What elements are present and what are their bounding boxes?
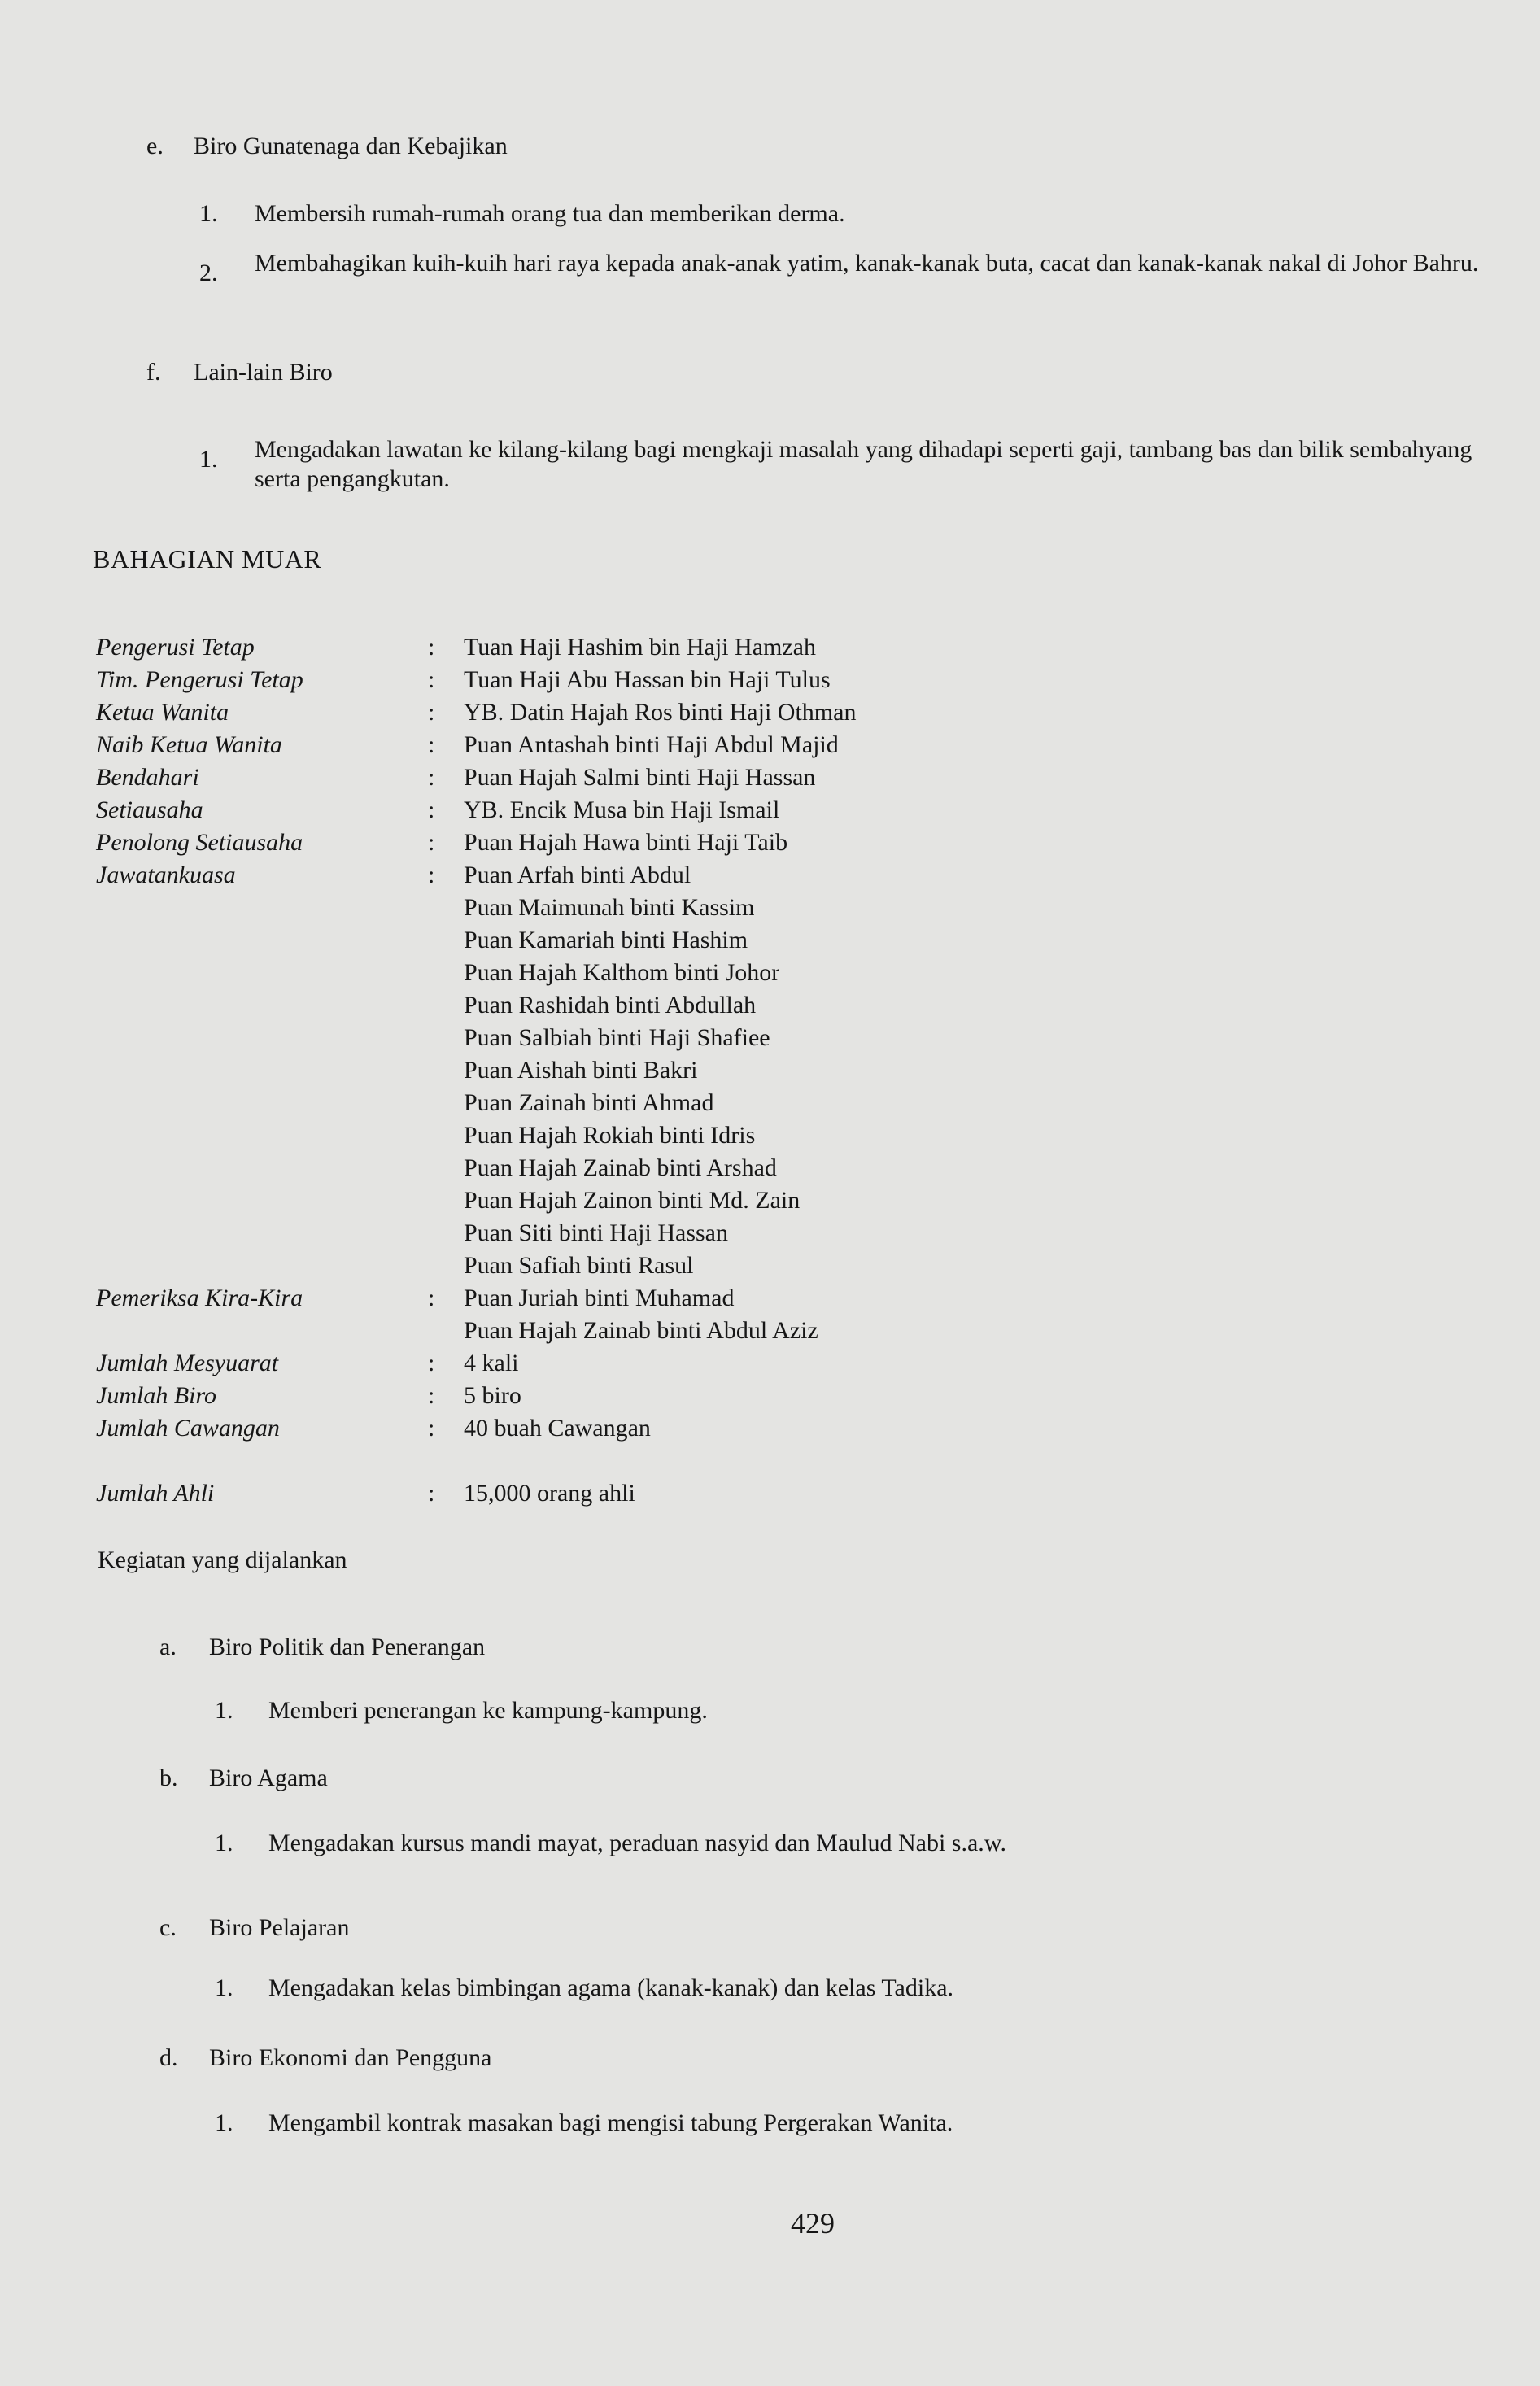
activity-a-title: Biro Politik dan Penerangan [209,1634,486,1660]
roster-label: Ketua Wanita [96,699,229,726]
activity-d-letter: d. [159,2044,178,2071]
section-e-item-1-number: 1. [199,200,218,227]
roster-label: Jumlah Mesyuarat [96,1350,279,1376]
section-f-item-1-number: 1. [199,446,218,473]
activities-heading: Kegiatan yang dijalankan [98,1546,347,1573]
roster-value: 40 buah Cawangan [464,1415,651,1442]
roster-row [0,1316,1540,1349]
roster-value: Puan Rashidah binti Abdullah [464,992,757,1019]
roster-colon: : [428,796,435,823]
roster-label: Pengerusi Tetap [96,634,255,661]
roster-colon: : [428,764,435,791]
roster-row [0,665,1540,698]
roster-colon: : [428,699,435,726]
roster-value: 15,000 orang ahli [464,1480,635,1507]
roster-colon: : [428,1480,435,1507]
section-e-item-1-text: Membersih rumah-rumah orang tua dan memberikan derma. [255,200,845,227]
roster-label: Jumlah Ahli [96,1480,215,1507]
roster-label: Pemeriksa Kira-Kira [96,1285,303,1311]
roster-colon: : [428,1415,435,1442]
roster-row [0,1414,1540,1446]
roster-value: Puan Hajah Salmi binti Haji Hassan [464,764,816,791]
roster-value: Puan Antashah binti Haji Abdul Majid [464,731,839,758]
activity-b-letter: b. [159,1764,178,1791]
activity-a-item-number: 1. [215,1697,233,1724]
activity-c-item-number: 1. [215,1974,233,2001]
roster-row [0,1381,1540,1414]
roster-row [0,828,1540,861]
activity-d-title: Biro Ekonomi dan Pengguna [209,2044,492,2071]
roster-label: Bendahari [96,764,199,791]
roster-value: Puan Juriah binti Muhamad [464,1285,735,1311]
roster-value: Puan Kamariah binti Hashim [464,927,748,953]
roster-colon: : [428,666,435,693]
roster-row [0,731,1540,763]
roster-value: Puan Siti binti Haji Hassan [464,1219,728,1246]
roster-row [0,861,1540,893]
section-e-letter: e. [146,133,164,159]
roster-row [0,1121,1540,1154]
roster-label: Jumlah Biro [96,1382,217,1409]
roster-row [0,991,1540,1023]
section-f-item-1-text: Mengadakan lawatan ke kilang-kilang bagi mengkaji masalah yang dihadapi seperti gaji, tambang bas dan bilik sembahyang serta pengangkutan. [255,436,1472,492]
roster-row [0,958,1540,991]
roster-value: Puan Hajah Zainab binti Abdul Aziz [464,1317,818,1344]
section-f-letter: f. [146,359,161,386]
activity-a-item-text: Memberi penerangan ke kampung-kampung. [268,1697,708,1724]
roster-label: Setiausaha [96,796,203,823]
activity-b-item-text: Mengadakan kursus mandi mayat, peraduan nasyid dan Maulud Nabi s.a.w. [268,1830,1006,1856]
roster-value: Puan Hajah Zainon binti Md. Zain [464,1187,801,1214]
roster-colon: : [428,1350,435,1376]
roster-value: Tuan Haji Hashim bin Haji Hamzah [464,634,816,661]
section-heading: BAHAGIAN MUAR [93,544,322,574]
roster-value: Puan Maimunah binti Kassim [464,894,755,921]
section-e-item-2-text: Membahagikan kuih-kuih hari raya kepada anak-anak yatim, kanak-kanak buta, cacat dan kanak-kanak nakal di Johor Bahru. [255,250,1479,277]
activity-c-title: Biro Pelajaran [209,1914,350,1941]
activity-d-item-text: Mengambil kontrak masakan bagi mengisi tabung Pergerakan Wanita. [268,2109,953,2136]
roster-value: Puan Arfah binti Abdul [464,861,691,888]
roster-label: Jumlah Cawangan [96,1415,280,1442]
activity-d-item-number: 1. [215,2109,233,2136]
roster-row [0,893,1540,926]
activity-b-item-number: 1. [215,1830,233,1856]
roster-value: Tuan Haji Abu Hassan bin Haji Tulus [464,666,831,693]
roster-row [0,763,1540,796]
roster-row [0,1479,1540,1511]
roster-value: 5 biro [464,1382,521,1409]
section-e-title: Biro Gunatenaga dan Kebajikan [194,133,508,159]
activity-c-item-text: Mengadakan kelas bimbingan agama (kanak-kanak) dan kelas Tadika. [268,1974,954,2001]
roster-label: Penolong Setiausaha [96,829,303,856]
roster-label: Naib Ketua Wanita [96,731,282,758]
roster-row [0,1023,1540,1056]
roster-row [0,1251,1540,1284]
roster-row [0,1284,1540,1316]
roster-value: YB. Datin Hajah Ros binti Haji Othman [464,699,857,726]
section-e-item-2-number: 2. [199,260,218,286]
roster-value: Puan Salbiah binti Haji Shafiee [464,1024,770,1051]
roster-value: Puan Hajah Rokiah binti Idris [464,1122,756,1149]
roster-row [0,633,1540,665]
roster-row [0,1219,1540,1251]
roster-row [0,1154,1540,1186]
roster-value: Puan Hajah Hawa binti Haji Taib [464,829,788,856]
roster-value: Puan Safiah binti Rasul [464,1252,694,1279]
roster-row [0,698,1540,731]
roster-colon: : [428,861,435,888]
page-number: 429 [791,2207,835,2240]
roster-colon: : [428,1382,435,1409]
activity-c-letter: c. [159,1914,177,1941]
roster-colon: : [428,731,435,758]
roster-value: Puan Aishah binti Bakri [464,1057,698,1084]
roster-value: Puan Hajah Kalthom binti Johor [464,959,780,986]
roster-colon: : [428,829,435,856]
activity-b-title: Biro Agama [209,1764,328,1791]
roster-value: 4 kali [464,1350,519,1376]
roster-row [0,1088,1540,1121]
roster-row [0,926,1540,958]
roster-colon: : [428,1285,435,1311]
roster-row [0,1056,1540,1088]
roster-value: Puan Zainah binti Ahmad [464,1089,714,1116]
section-f-title: Lain-lain Biro [194,359,333,386]
roster-colon: : [428,634,435,661]
roster-row [0,1186,1540,1219]
roster-value: YB. Encik Musa bin Haji Ismail [464,796,780,823]
roster-row [0,796,1540,828]
activity-a-letter: a. [159,1634,177,1660]
roster-row [0,1349,1540,1381]
roster-label: Jawatankuasa [96,861,236,888]
roster-value: Puan Hajah Zainab binti Arshad [464,1154,777,1181]
roster-label: Tim. Pengerusi Tetap [96,666,303,693]
